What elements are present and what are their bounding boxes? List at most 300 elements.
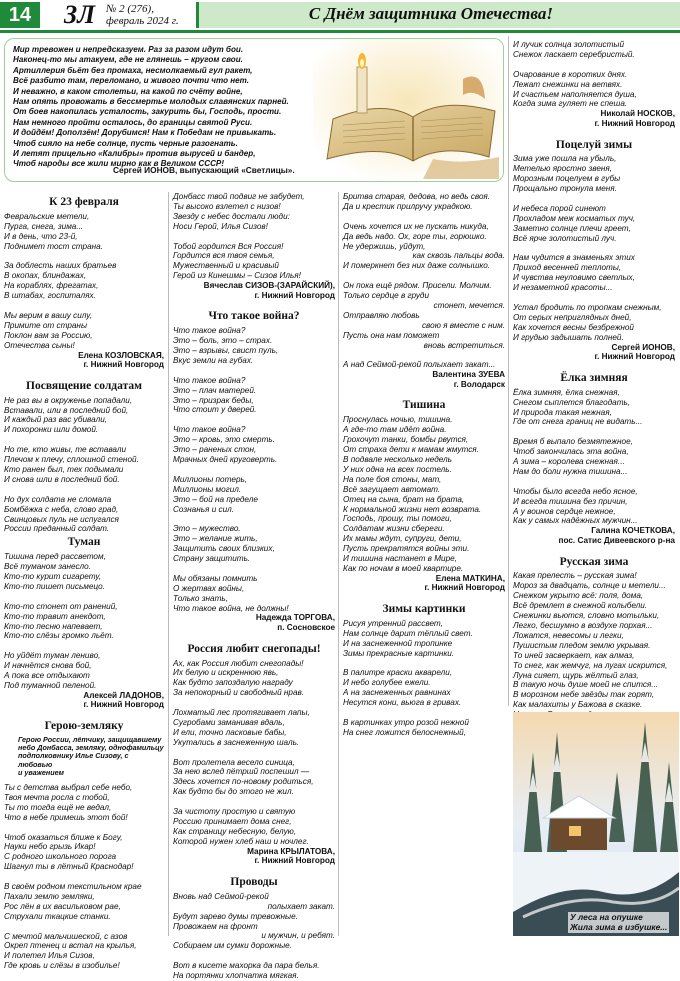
issue-info bbox=[106, 3, 179, 27]
poem-title: Проводы bbox=[230, 875, 278, 888]
poem-line: Грохочут танки, бомбы рвутся, bbox=[343, 435, 469, 445]
poem-line: Зима уже пошла на убыль, bbox=[513, 154, 617, 164]
poem-author: г. Нижний Новгород bbox=[83, 700, 164, 710]
poem-line: И каждый раз вас убивали, bbox=[4, 415, 108, 425]
poem-line bbox=[513, 477, 675, 487]
poem-line: Господь, прошу, ты помоги, bbox=[343, 514, 452, 524]
poem-line: Очень хочется их не пускать никуда, bbox=[343, 221, 489, 231]
poem-line: Кто-то пишет письмецо. bbox=[4, 581, 105, 591]
poem-line bbox=[343, 659, 505, 669]
poem-line: У них одна на всех постель. bbox=[343, 464, 452, 474]
poem-line: Это – призрак беды, bbox=[173, 395, 254, 405]
poem-line: От боев накопилась усталость, закурить бы, Господь, прости. bbox=[13, 107, 282, 117]
poem-line: А над Сеймой-рекой полыхает закат... bbox=[343, 360, 496, 370]
poem-line: Мы верим в вашу силу, bbox=[4, 310, 93, 320]
poem-line: Что такое война, не должны! bbox=[173, 603, 289, 613]
poem-line: Мрачных дней круговерть. bbox=[173, 454, 278, 464]
poem-line: И небо голубее ежели. bbox=[343, 678, 431, 688]
poem-line: А на заснеженных равнинах bbox=[343, 688, 451, 698]
poem-line: Что такое война? bbox=[173, 425, 246, 435]
poem-line: В штабах, госпиталях. bbox=[4, 291, 96, 301]
poem-line bbox=[4, 435, 164, 445]
poem-author: Алексей ЛАДОНОВ, bbox=[83, 690, 164, 700]
poem-title: Туман bbox=[67, 536, 101, 549]
column-1 bbox=[4, 194, 164, 971]
poem-line: Это – кровь, это смерть. bbox=[173, 435, 275, 445]
spacer bbox=[4, 370, 164, 378]
poem-line: Не раз вы в окруженье попадали, bbox=[4, 395, 133, 405]
poem-author: г. Нижний Новгород bbox=[254, 856, 335, 866]
poem-line: Чтоб оказаться ближе к Богу, bbox=[4, 832, 123, 842]
poem-line: Ах, как Россия любит снегопады! bbox=[173, 658, 304, 668]
poem-line: Как будто бы до этого не жил. bbox=[173, 787, 294, 797]
poem-line: Пахали землю земляки, bbox=[4, 891, 95, 901]
poem-title: Россия любит снегопады! bbox=[187, 642, 321, 655]
poem-author: Марина КРЫЛАТОВА, bbox=[247, 846, 335, 856]
poem-line: Снежок ласкает серебристый. bbox=[513, 49, 635, 59]
spacer bbox=[343, 389, 505, 397]
poem-line: Гордится вся твоя семья, bbox=[173, 251, 275, 261]
poem-title: Герою-земляку bbox=[44, 720, 124, 733]
poem-author: Елена МАТКИНА, bbox=[435, 573, 505, 583]
poem-line: Кто-то травит анекдот, bbox=[4, 611, 106, 621]
dedication-line: и уважением bbox=[18, 767, 64, 777]
poem-line: Только знать, bbox=[173, 593, 228, 603]
spacer bbox=[343, 593, 505, 601]
newspaper-logo: ЗЛ bbox=[64, 0, 96, 29]
poem-line: Отечества сыны! bbox=[4, 340, 75, 350]
poem-line: Герой из Кинешмы – Сизов Илья! bbox=[173, 271, 301, 281]
poem-line: Нам немного пройти осталось, до границы святой Руси. bbox=[13, 117, 253, 127]
poem-line: Ёлка зимняя, ёлка снежная, bbox=[513, 387, 620, 397]
column-divider bbox=[508, 36, 509, 706]
top-poem-text bbox=[13, 45, 313, 170]
poem-line: Чтоб сияло на небе солнце, пусть черные разогнать. bbox=[13, 138, 238, 148]
poem-line: Их мамы ждут, супруги, дети, bbox=[343, 534, 462, 544]
poem-line: О жертвах войны, bbox=[173, 583, 245, 593]
poem-line: Это – боль, это – страх. bbox=[173, 336, 273, 346]
issue-number: № 2 (276), bbox=[106, 3, 154, 15]
poem-line: Да ведь надо. Ох, горе ты, горюшко. bbox=[343, 231, 487, 241]
poem-line: К нормальной жизни нет возврата. bbox=[343, 504, 482, 514]
poem-line: И полетел Илья Сизов, bbox=[4, 951, 95, 961]
poem-line: Донбасс твой подвиг не забудет, bbox=[173, 192, 305, 201]
poem-line: От серых неприглядных дней, bbox=[513, 312, 632, 322]
column-3 bbox=[343, 192, 505, 738]
poem-title: Ёлка зимняя bbox=[560, 371, 628, 384]
poem-line: В палитре краски акварели, bbox=[343, 668, 453, 678]
poem-line: Чтобы было всегда небо ясное, bbox=[513, 486, 638, 496]
poem-line: Их белую и искреннюю явь, bbox=[173, 668, 279, 678]
poem-line: Это – мужество. bbox=[173, 524, 241, 534]
poem-line: Что такое война? bbox=[173, 375, 246, 385]
poem-line: Ты с детства выбрал себе небо, bbox=[4, 782, 133, 792]
poem-line: Всё дремлет в снежной колыбели. bbox=[513, 601, 648, 611]
poem-line: Прощально тронула меня. bbox=[513, 184, 617, 194]
poem-line: Пусть прекратятся войны эти. bbox=[343, 544, 470, 554]
poem-title: К 23 февраля bbox=[49, 196, 119, 208]
column-4 bbox=[513, 40, 675, 757]
poem-line: как сквозь пальцы вода. bbox=[412, 251, 505, 261]
poem-line: Это – желание жить, bbox=[173, 534, 258, 544]
poem-line bbox=[4, 301, 164, 311]
poem-line: И небеса порой синеют bbox=[513, 203, 606, 213]
poem-line: Луна сияет, щурь жёлтый глаз, bbox=[513, 670, 639, 680]
poem-line: Которой нужен хлеб наш и ночлег. bbox=[173, 836, 309, 846]
poem-author: п. Сосновское bbox=[277, 623, 335, 633]
poem-line: Свинцовых пуль не испугался bbox=[4, 514, 119, 524]
poem-line: И неважно, в каком столетьи, на какой по счёту войне, bbox=[13, 86, 243, 96]
poem-title: Тишина bbox=[402, 399, 446, 412]
poem-title: Что такое война? bbox=[208, 310, 300, 323]
poem-line: Отец на сына, брат на брата, bbox=[343, 494, 465, 504]
poem-line: А пока все отдыхают bbox=[4, 671, 90, 681]
poem-line bbox=[4, 823, 164, 833]
poem-line: Шагнул ты в лётный Краснодар! bbox=[4, 862, 134, 872]
poem-line: свою я вместе с ним. bbox=[421, 320, 505, 330]
poem-line: И снова шли в последний бой. bbox=[4, 474, 120, 484]
poem-line: Будут зарево думы тревожные. bbox=[173, 911, 298, 921]
open-book-candle-image bbox=[313, 39, 503, 179]
poem-line: Нам чудится в знаменьях этих bbox=[513, 253, 635, 263]
poem-line: И ели, точно ласковые бабы, bbox=[173, 727, 287, 737]
poem-line: И дойдём! Доползëм! Дорубимся! Нам к Победам не привыкать. bbox=[13, 128, 277, 138]
poem-line: Чтоб закончилась эта война, bbox=[513, 447, 629, 457]
dedication-line: Герою России, лётчику, защищавшему bbox=[18, 734, 162, 744]
poem-line: То иней засверкает, как алмаз, bbox=[513, 650, 635, 660]
poem-line: И в день, что 23-й, bbox=[4, 231, 78, 241]
header-banner bbox=[196, 2, 680, 28]
poem-line bbox=[343, 212, 505, 222]
spacer bbox=[173, 633, 335, 641]
poem-author: г. Нижний Новгород bbox=[83, 360, 164, 370]
poem-line: Зимы прекрасные картинки. bbox=[343, 648, 455, 658]
poem-line bbox=[513, 194, 675, 204]
spacer bbox=[513, 362, 675, 370]
poem-line: Как по ночам в моей квартире. bbox=[343, 563, 464, 573]
poem-line: Как будто запоздалую награду bbox=[173, 678, 293, 688]
spacer bbox=[513, 129, 675, 137]
dedication-line: подполковнику Илье Сизову, с любовью bbox=[18, 751, 129, 769]
poem-line: Да и крестик прилручу украдкою. bbox=[343, 201, 473, 211]
poem-line: Время б выпало безмятежное, bbox=[513, 437, 633, 447]
poem-line: Сугробами заманивая вдаль, bbox=[173, 717, 285, 727]
poem-line bbox=[173, 748, 335, 758]
poem-line: вновь встретиться. bbox=[423, 340, 505, 350]
poem-line bbox=[513, 60, 675, 70]
photo-caption: У леса на опушке Жила зима в избушке... bbox=[570, 912, 668, 932]
poem-line: Вставали, или в последний бой, bbox=[4, 405, 129, 415]
poem-line: Когда зима гуляет не спеша. bbox=[513, 99, 628, 109]
poem-line: Тобой гордится Вся Россия! bbox=[173, 241, 284, 251]
poem-line bbox=[173, 951, 335, 961]
top-poem-author: Сергей ИОНОВ, выпускающий «Светлицы». bbox=[113, 165, 295, 175]
poem-line: Проснулась ночью, тишина. bbox=[343, 415, 453, 425]
poem-line: Наконец-то мы атакуем, где не глянешь – кругом свои. bbox=[13, 55, 243, 65]
poem-line: Ты то тогда ещё не ведал, bbox=[4, 802, 112, 812]
poem-line: Всё ярче золотистый луч. bbox=[513, 233, 617, 243]
poem-line bbox=[173, 232, 335, 242]
poem-author: Сергей ИОНОВ, bbox=[611, 342, 675, 352]
poem-line: Мужественный и красивый bbox=[173, 261, 279, 271]
winter-hut-photo bbox=[513, 712, 679, 936]
poem-line: И померкнет без них даже солнышко. bbox=[343, 261, 491, 271]
poem-line: Бомбёжка с неба, слово град, bbox=[4, 504, 119, 514]
issue-date: февраль 2024 г. bbox=[106, 15, 179, 27]
poem-line: Твоя мечта росла с тобой, bbox=[4, 792, 110, 802]
poem-line bbox=[173, 797, 335, 807]
poem-title: Посвящение солдатам bbox=[26, 379, 142, 392]
poem-line: Вот пролетела весело синица, bbox=[173, 757, 295, 767]
dedication-line: небо Донбасса, земляку, однофамильцу bbox=[18, 743, 164, 753]
poem-line: Мы обязаны помнить bbox=[173, 573, 258, 583]
poem-line: Защитить своих близких, bbox=[173, 544, 275, 554]
poem-line: Не удержишь, уйдут, bbox=[343, 241, 426, 251]
poem-line: И природа такая нежная, bbox=[513, 407, 612, 417]
poem-author: Николай НОСКОВ, bbox=[600, 109, 675, 119]
poem-line: Всё туманом занесло. bbox=[4, 562, 92, 572]
poem-line: И всегда тишина без причин, bbox=[513, 496, 628, 506]
poem-line bbox=[343, 350, 505, 360]
poem-line: Нам солнце дарит тёплый свет. bbox=[343, 628, 473, 638]
poem-line: Звезду с небес достали люди: bbox=[173, 211, 290, 221]
poem-line: Прохладом меж косматых туч, bbox=[513, 213, 636, 223]
poem-dedication bbox=[4, 736, 164, 777]
poem-line: Носи Герой, Илья Сизов! bbox=[173, 221, 268, 231]
poem-line: Лохматый лес протягивает лапы, bbox=[173, 708, 310, 718]
poem-line bbox=[4, 592, 164, 602]
poem-line: Ты высоко взлетел с низов! bbox=[173, 201, 281, 211]
spacer bbox=[4, 710, 164, 718]
poem-line: Что стоит у дверей. bbox=[173, 405, 257, 415]
poem-line: Это – плач матерей. bbox=[173, 385, 257, 395]
poem-author: Вячеслав СИЗОВ-(ЗАРАЙСКИЙ), bbox=[203, 281, 335, 291]
poem-line: Кто-то стонет от ранений, bbox=[4, 601, 118, 611]
poem-line: Кто ранен был, тех подымали bbox=[4, 464, 124, 474]
poem-line: Что такое война? bbox=[173, 326, 246, 336]
poem-line bbox=[173, 366, 335, 376]
column-divider bbox=[168, 192, 169, 936]
poem-line: Легко, бесшумно в воздухе порхая... bbox=[513, 620, 653, 630]
poem-line: В такую ночь душе моей не спится... bbox=[513, 680, 659, 690]
poem-line: Россию принимает дома снег, bbox=[173, 816, 292, 826]
poem-line: Науки небо грызь Икар! bbox=[4, 842, 96, 852]
poem-line: А где-то там идёт война. bbox=[343, 425, 447, 435]
poem-line: Это – взрывы, свист пуль, bbox=[173, 346, 279, 356]
poem-line: Заметно солнце плечи греет, bbox=[513, 223, 631, 233]
poem-line: Очарование в коротких днях. bbox=[513, 69, 628, 79]
poem-line: Как малахиты у Бажова в сказке. bbox=[513, 700, 643, 710]
poem-line bbox=[4, 641, 164, 651]
poem-line: В подвале несколько недель bbox=[343, 454, 452, 464]
poem-line: За непокорный и свободный нрав. bbox=[173, 688, 305, 698]
poem-line: Кто-то курит сигарету, bbox=[4, 572, 102, 582]
poem-line: полыхает закат. bbox=[267, 901, 335, 911]
poem-line: Это – бой на пределе bbox=[173, 494, 258, 504]
poem-line: И лучик солнца золотистый bbox=[513, 40, 624, 49]
spacer bbox=[173, 300, 335, 308]
poem-line: Устал бродить по тропкам снежным, bbox=[513, 302, 662, 312]
poem-line: В картинках утро розой нежной bbox=[343, 717, 469, 727]
poem-line: Нам до боли нужна тишина... bbox=[513, 466, 628, 476]
poem-line: А у воинов сердце нежное, bbox=[513, 506, 616, 516]
page-number: 14 bbox=[0, 2, 40, 28]
poem-author: Галина КОЧЕТКОВА, bbox=[591, 526, 675, 536]
poem-line: Пурга, снега, зима... bbox=[4, 221, 84, 231]
poem-line: Вот в кисете махорка да пара белья. bbox=[173, 961, 320, 971]
poem-author: г. Нижний Новгород bbox=[594, 118, 675, 128]
poem-line: Только сердце в груди bbox=[343, 291, 429, 301]
poem-author: пос. Сатис Дивеевского р-на bbox=[558, 535, 675, 545]
poem-line bbox=[4, 485, 164, 495]
poem-author: г. Нижний Новгород bbox=[424, 583, 505, 593]
poem-line: Тишина перед рассветом, bbox=[4, 552, 106, 562]
poem-title: Русская зима bbox=[559, 555, 629, 568]
poem-line: Снегом сыплется благодать, bbox=[513, 397, 631, 407]
poem-line: И счастьем наполняется душа, bbox=[513, 89, 637, 99]
poem-line: стонет, мечется. bbox=[433, 300, 505, 310]
poem-line bbox=[513, 293, 675, 303]
spacer bbox=[513, 546, 675, 554]
poem-line: Провожаем на фронт bbox=[173, 921, 258, 931]
poem-line: Но дух солдата не сломала bbox=[4, 494, 112, 504]
poem-title: Поцелуй зимы bbox=[555, 138, 633, 151]
poem-line: И на заснеженной тропинке bbox=[343, 638, 453, 648]
poem-line: Артиллерия бьёт без промаха, несмолкаемый гул ракет, bbox=[13, 65, 253, 75]
poem-line: А зима – королева снежная... bbox=[513, 457, 625, 467]
poem-author: Елена КОЗЛОВСКАЯ, bbox=[78, 350, 164, 360]
poem-line bbox=[4, 872, 164, 882]
poem-line: За нею вслед пётршй поспешил — bbox=[173, 767, 310, 777]
poem-line: На кораблях, фрегатах, bbox=[4, 281, 99, 291]
poem-line bbox=[343, 271, 505, 281]
poem-line: Лежат снежинки на ветвях. bbox=[513, 79, 623, 89]
poem-line: Солдатам жизни сбереги. bbox=[343, 524, 445, 534]
poem-line: За чистоту простую и святую bbox=[173, 807, 296, 817]
poem-line: Рисуя утренний рассвет, bbox=[343, 618, 443, 628]
poem-line: и мужчин, и ребят. bbox=[261, 931, 335, 941]
poem-line: И похоронки шли домой. bbox=[4, 425, 99, 435]
poem-line: Вновь над Сеймой-рекой bbox=[173, 891, 269, 901]
poem-line: Мороз за двадцать, солнце и метели... bbox=[513, 581, 666, 591]
poem-line: Окреп птенец и встал на крылья, bbox=[4, 941, 137, 951]
poem-line: С мечтой мальчишеской, с азов bbox=[4, 931, 128, 941]
poem-author: Надежда ТОРГОВА, bbox=[255, 613, 335, 623]
poem-line: Кто-то песню напевает, bbox=[4, 621, 103, 631]
poem-line: Несутся кони, вьюга в гривах. bbox=[343, 698, 462, 708]
poem-author: Валентина ЗУЕВА bbox=[432, 370, 505, 380]
poem-line: Приход весенней теплоты, bbox=[513, 263, 622, 273]
poem-line: На портянки хлопчатка мягкая. bbox=[173, 971, 299, 981]
spacer bbox=[173, 866, 335, 874]
poem-line: Он пока ещё рядом. Присели. Молчим. bbox=[343, 281, 492, 291]
poem-line: Поднимет тост страна. bbox=[4, 241, 103, 251]
poem-line: Примите от страны bbox=[4, 320, 87, 330]
poem-line: В морозном небе звёзды так горят, bbox=[513, 690, 655, 700]
poem-line: Всё разбито там, переломано, и живого почти что нет. bbox=[13, 76, 250, 86]
poem-author: г. Нижний Новгород bbox=[594, 352, 675, 362]
poem-line: Чтоб народы все жили мирно как в Великом СССР! bbox=[13, 159, 225, 169]
poem-line: Здесь хочется по-новому родиться, bbox=[173, 777, 314, 787]
poem-line bbox=[513, 427, 675, 437]
poem-line: От страха дети к мамам жмутся. bbox=[343, 445, 479, 455]
poem-title: Зимы картинки bbox=[382, 603, 466, 616]
poem-line: Бритва старая, дедова, но ведь своя. bbox=[343, 192, 491, 201]
poem-line: Укутались в заснеженную шаль. bbox=[173, 737, 300, 747]
poem-line bbox=[173, 514, 335, 524]
poem-line: Как страницу небесную, белую, bbox=[173, 826, 297, 836]
poem-line bbox=[173, 465, 335, 475]
poem-line: Но те, кто живы, те вставали bbox=[4, 445, 127, 455]
poem-line: Что в небе примешь этот бой! bbox=[4, 812, 128, 822]
poem-line bbox=[4, 252, 164, 262]
poem-line: Вкус земли на губах. bbox=[173, 355, 254, 365]
poem-line: На поле боя стоны, мат, bbox=[343, 474, 442, 484]
poem-line: Под туманной пеленой. bbox=[4, 680, 97, 690]
poem-line: С родного школьного порога bbox=[4, 852, 117, 862]
poem-line: И грудью задышать полней. bbox=[513, 332, 624, 342]
header-rule bbox=[0, 30, 680, 33]
poem-line: Пусть она нам поможет bbox=[343, 330, 440, 340]
poem-line bbox=[4, 922, 164, 932]
poem-line: Миллионы потерь, bbox=[173, 474, 248, 484]
poem-line: России преданный солдат. bbox=[4, 524, 110, 534]
poem-line bbox=[173, 564, 335, 574]
poem-line bbox=[173, 698, 335, 708]
poem-line: Как у самых надёжных мужчин... bbox=[513, 516, 638, 526]
poem-author: г. Нижний Новгород bbox=[254, 290, 335, 300]
poem-line: Пушистым пледом землю укрывая. bbox=[513, 640, 651, 650]
poem-line: И чувства неуловимо светлых, bbox=[513, 273, 635, 283]
poem-line: Метелью яростно звеня, bbox=[513, 164, 613, 174]
column-divider bbox=[338, 192, 339, 936]
poem-line: Но уйдёт туман лениво, bbox=[4, 651, 101, 661]
poem-line: И незаметной красоты... bbox=[513, 283, 613, 293]
poem-line: Всё загущает автомат. bbox=[343, 484, 441, 494]
poem-line: Где кровь и слёзы в изобилье! bbox=[4, 961, 120, 971]
poem-line: Это – раненых стон, bbox=[173, 445, 257, 455]
poem-line: Поклон вам за Россию, bbox=[4, 330, 93, 340]
poem-line: Морозным поцелуем в губы bbox=[513, 174, 621, 184]
poem-line: Нам опять провожать в бессмертье молодых славянских парней. bbox=[13, 97, 289, 107]
poem-line: И тишина настанет в Мире, bbox=[343, 554, 457, 564]
poem-line: Мир тревожен и непредсказуем. Раз за разом идут бои. bbox=[13, 45, 244, 54]
poem-line: Страну защитить. bbox=[173, 554, 251, 564]
banner-title: С Днём защитника Отечества! bbox=[308, 4, 553, 23]
poem-line: В своём родном текстильном крае bbox=[4, 882, 142, 892]
poem-line: В окопах, блиндажах, bbox=[4, 271, 87, 281]
poem-line bbox=[173, 415, 335, 425]
poem-line: Отправляю любовь bbox=[343, 310, 420, 320]
column-2 bbox=[173, 192, 335, 981]
poem-line: Где от снега границ не видать... bbox=[513, 417, 643, 427]
poem-line bbox=[513, 244, 675, 254]
page-header bbox=[0, 0, 680, 32]
top-poem-box bbox=[4, 38, 504, 182]
poem-line: И начнётся снова бой, bbox=[4, 661, 92, 671]
poem-line: Как хочется весны безбрежной bbox=[513, 322, 634, 332]
poem-line: Плечом к плечу, сплошной стеной. bbox=[4, 455, 139, 465]
poem-line: Струхали ткацкие станки. bbox=[4, 911, 111, 921]
poem-line: Снежинки вьются, словно мотыльки, bbox=[513, 611, 660, 621]
poem-line: Февральские метели, bbox=[4, 211, 90, 221]
poem-line: За доблесть наших братьев bbox=[4, 261, 117, 271]
poem-line: Рос лён в их васильковом рае, bbox=[4, 901, 121, 911]
poem-line: Кто-то слёзы громко льёт. bbox=[4, 631, 114, 641]
poem-line bbox=[343, 708, 505, 718]
poem-line: Собираем им сумки дорожные. bbox=[173, 941, 292, 951]
poem-line: Сознанья и сил. bbox=[173, 504, 235, 514]
